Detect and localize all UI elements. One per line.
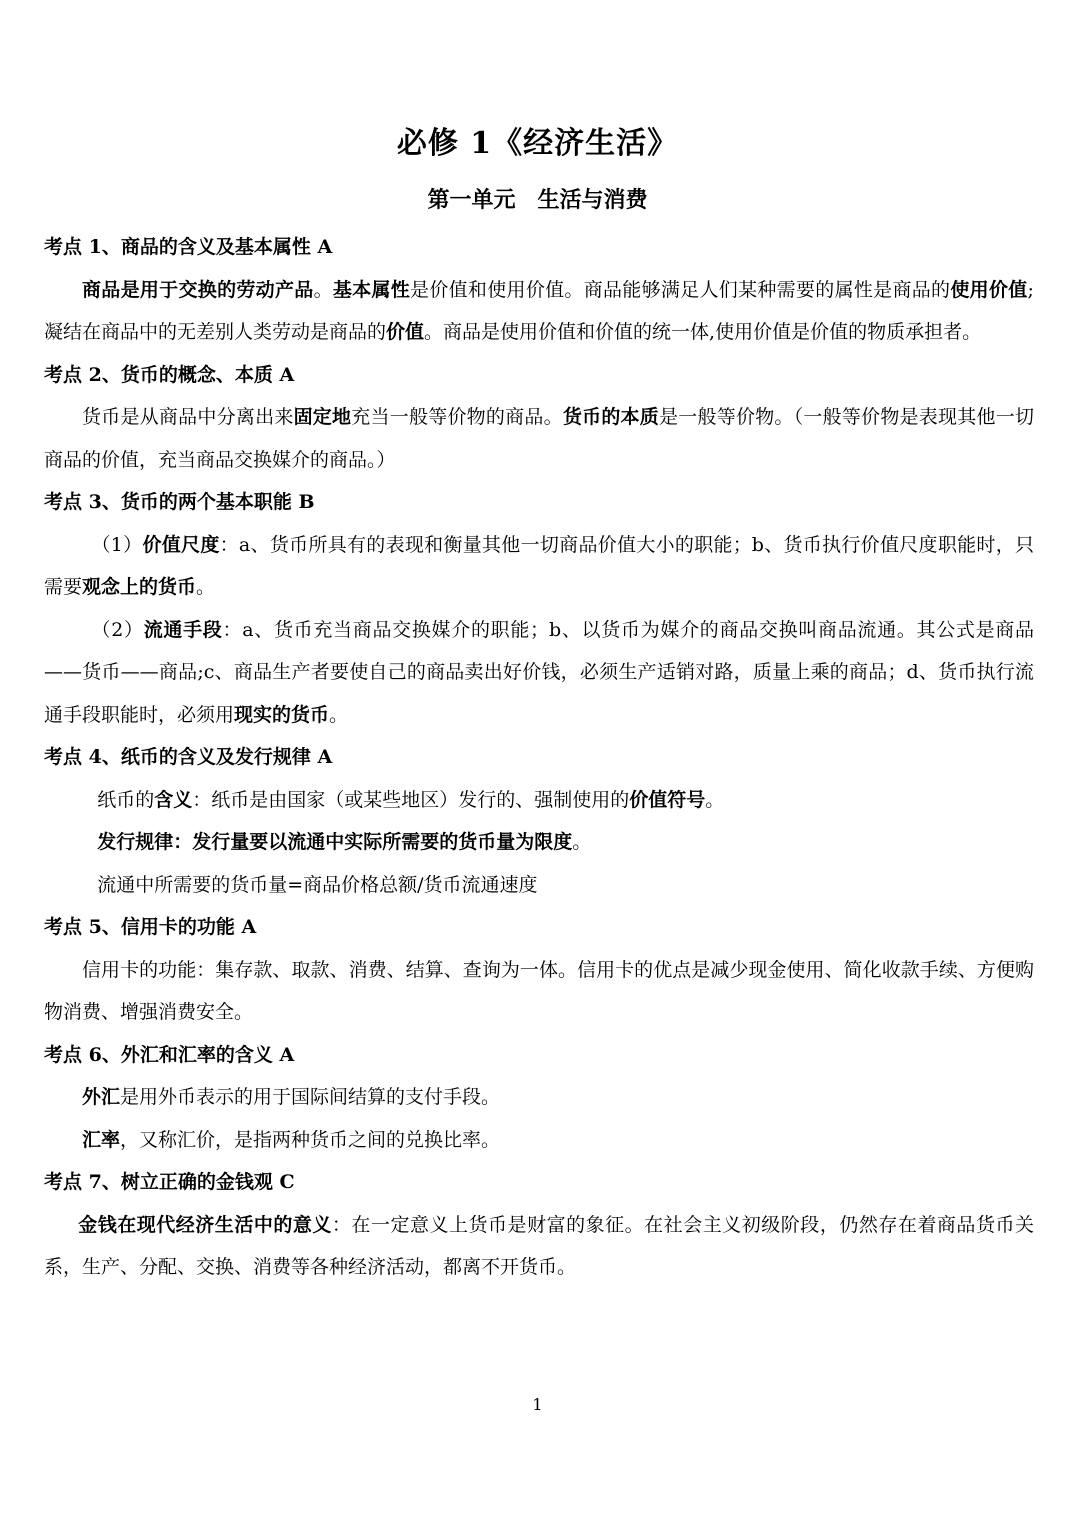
point-2-paragraph	[44, 396, 1034, 481]
text: ：在一定意义上货币是财富的象征。在社会主义初级阶段，仍然存在着商品货币关系，生产、分配、交换、消费等各种经济活动，都离不开货币。	[44, 1213, 1034, 1278]
text: 。	[196, 576, 216, 598]
text: 是一般等价物。（一般等价物是表现其他一切商品的价值，充当商品交换媒介的商品。）	[44, 406, 1034, 471]
text: ：a、货币充当商品交换媒介的职能；b、以货币为媒介的商品交换叫商品流通。其公式是商品——货币——商品;c、商品生产者要使自己的商品卖出好价钱，必须生产适销对路，质量上乘的商品；d、货币执行流通手段职能时，必须用	[44, 618, 1035, 726]
term-meaning: 含义	[154, 788, 193, 811]
document-body	[44, 226, 1034, 1289]
point-6-paragraph-1	[44, 1076, 1034, 1119]
term-use-value: 使用价值	[950, 278, 1028, 301]
term-money-essence: 货币的本质	[562, 406, 660, 428]
page-number: 1	[532, 1395, 543, 1414]
term-exchange-rate: 汇率	[82, 1128, 121, 1151]
text: （2）	[91, 618, 144, 641]
unit-title: 第一单元 生活与消费	[427, 187, 648, 213]
point-3-heading: 考点 3、货币的两个基本职能 B	[44, 491, 315, 513]
point-1-paragraph	[44, 269, 1034, 354]
text: ，又称汇价，是指两种货币之间的兑换比率。	[120, 1128, 501, 1151]
point-1-heading: 考点 1、商品的含义及基本属性 A	[44, 236, 333, 258]
text: 是用外币表示的用于国际间结算的支付手段。	[120, 1086, 501, 1108]
term-real-money: 现实的货币	[234, 703, 330, 726]
text: 。	[572, 831, 592, 853]
point-5-heading: 考点 5、信用卡的功能 A	[44, 916, 257, 938]
text: ;凝结在商品中的无差别人类劳动是商品的	[44, 278, 1034, 343]
text: ：纸币是由国家（或某些地区）发行的、强制使用的	[192, 788, 630, 811]
point-2-heading: 考点 2、货币的概念、本质 A	[44, 363, 295, 386]
term-commodity-definition: 商品是用于交换的劳动产品	[82, 278, 314, 301]
text: 是价值和使用价值。商品能够满足人们某种需要的属性是商品的	[410, 278, 951, 301]
text: ：a、货币所具有的表现和衡量其他一切商品价值大小的职能；b、货币执行价值尺度职能时，只需要	[44, 533, 1034, 598]
term-issuance-law: 发行规律：发行量要以流通中实际所需要的货币量为限度	[97, 831, 573, 853]
point-4-heading: 考点 4、纸币的含义及发行规律 A	[44, 746, 333, 768]
text: 。	[705, 788, 725, 811]
point-7-heading: 考点 7、树立正确的金钱观 C	[44, 1171, 295, 1193]
text: 。商品是使用价值和价值的统一体,使用价值是价值的物质承担者。	[424, 321, 982, 343]
document-title: 必修 1《经济生活》	[396, 126, 679, 161]
text: 。	[329, 703, 349, 726]
point-4-paragraph-1	[44, 779, 1034, 822]
text: 纸币的	[97, 788, 155, 811]
point-4-paragraph-2	[44, 821, 1034, 864]
point-3-paragraph-2	[44, 609, 1034, 737]
point-5-paragraph: 信用卡的功能：集存款、取款、消费、结算、查询为一体。信用卡的优点是减少现金使用、简化收款手续、方便购物消费、增强消费安全。	[44, 958, 1034, 1023]
term-measure-of-value: 价值尺度	[142, 533, 220, 556]
point-6-heading: 考点 6、外汇和汇率的含义 A	[44, 1043, 295, 1066]
term-ideal-money: 观念上的货币	[82, 576, 197, 598]
term-basic-attributes: 基本属性	[332, 278, 411, 301]
point-7-paragraph	[44, 1204, 1034, 1289]
point-3-paragraph-1	[44, 524, 1034, 609]
term-money-significance: 金钱在现代经济生活中的意义	[78, 1213, 332, 1236]
term-foreign-exchange: 外汇	[82, 1086, 121, 1108]
term-value: 价值	[386, 321, 425, 343]
text: （1）	[91, 533, 143, 556]
point-6-paragraph-2	[44, 1119, 1034, 1162]
text: 货币是从商品中分离出来	[82, 406, 294, 428]
text: 。	[313, 278, 333, 301]
text: 充当一般等价物的商品。	[351, 406, 563, 428]
point-4-paragraph-3: 流通中所需要的货币量=商品价格总额/货币流通速度	[97, 873, 538, 896]
term-fixed: 固定地	[293, 406, 352, 428]
term-value-symbol: 价值符号	[629, 788, 706, 811]
term-medium-of-circulation: 流通手段	[143, 618, 223, 641]
